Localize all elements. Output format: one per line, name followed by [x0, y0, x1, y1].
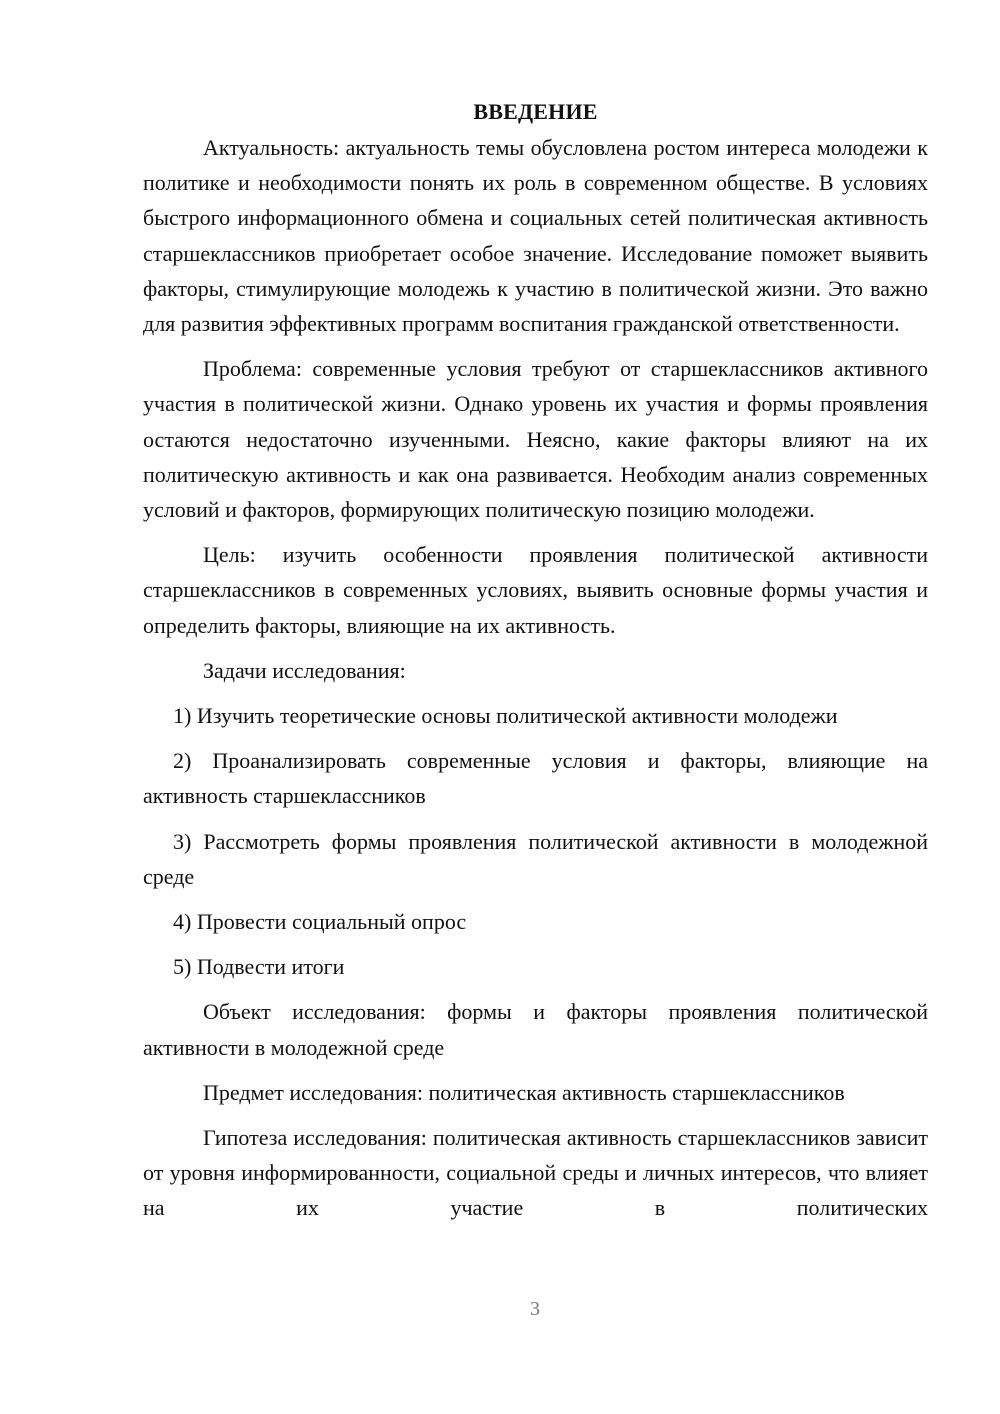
- section-heading: ВВЕДЕНИЕ: [473, 99, 598, 124]
- object-paragraph: Объект исследования: формы и факторы проявления политической активности в молодежной среде: [143, 999, 928, 1060]
- relevance-paragraph: Актуальность: актуальность темы обусловлена ростом интереса молодежи к политике и необходимости понять их роль в современном обществе. В условиях быстрого информационного обмена и социальных сетей политическая активность старшеклассников приобретает особое значение. Исследование поможет выявить факторы, стимулирующие молодежь к участию в политической жизни. Это важно для развития эффективных программ воспитания гражданской ответственности.: [143, 135, 928, 337]
- hypothesis-paragraph: Гипотеза исследования: политическая активность старшеклассников зависит от уровня информированности, социальной среды и личных интересов, что влияет на их участие в политических: [143, 1125, 928, 1221]
- goal-paragraph: Цель: изучить особенности проявления политической активности старшеклассников в современных условиях, выявить основные формы участия и определить факторы, влияющие на их активность.: [143, 542, 928, 638]
- list-item: 5) Подвести итоги: [173, 954, 345, 980]
- problem-paragraph: Проблема: современные условия требуют от старшеклассников активного участия в политической жизни. Однако уровень их участия и формы проявления остаются недостаточно изученными. Неясно, какие факторы влияют на их политическую активность и как она развивается. Необходим анализ современных условий и факторов, формирующих политическую позицию молодежи.: [143, 356, 928, 523]
- list-item: 3) Рассмотреть формы проявления политической активности в молодежной среде: [143, 828, 928, 889]
- list-item: 2) Проанализировать современные условия и факторы, влияющие на активность старшеклассников: [143, 748, 928, 809]
- document-page: [143, 94, 928, 1226]
- list-item: 4) Провести социальный опрос: [173, 909, 467, 935]
- page-number: 3: [530, 1298, 540, 1320]
- list-item: 1) Изучить теоретические основы политической активности молодежи: [173, 703, 838, 729]
- tasks-title: Задачи исследования:: [203, 657, 406, 683]
- subject-paragraph: Предмет исследования: политическая активность старшеклассников: [203, 1079, 845, 1105]
